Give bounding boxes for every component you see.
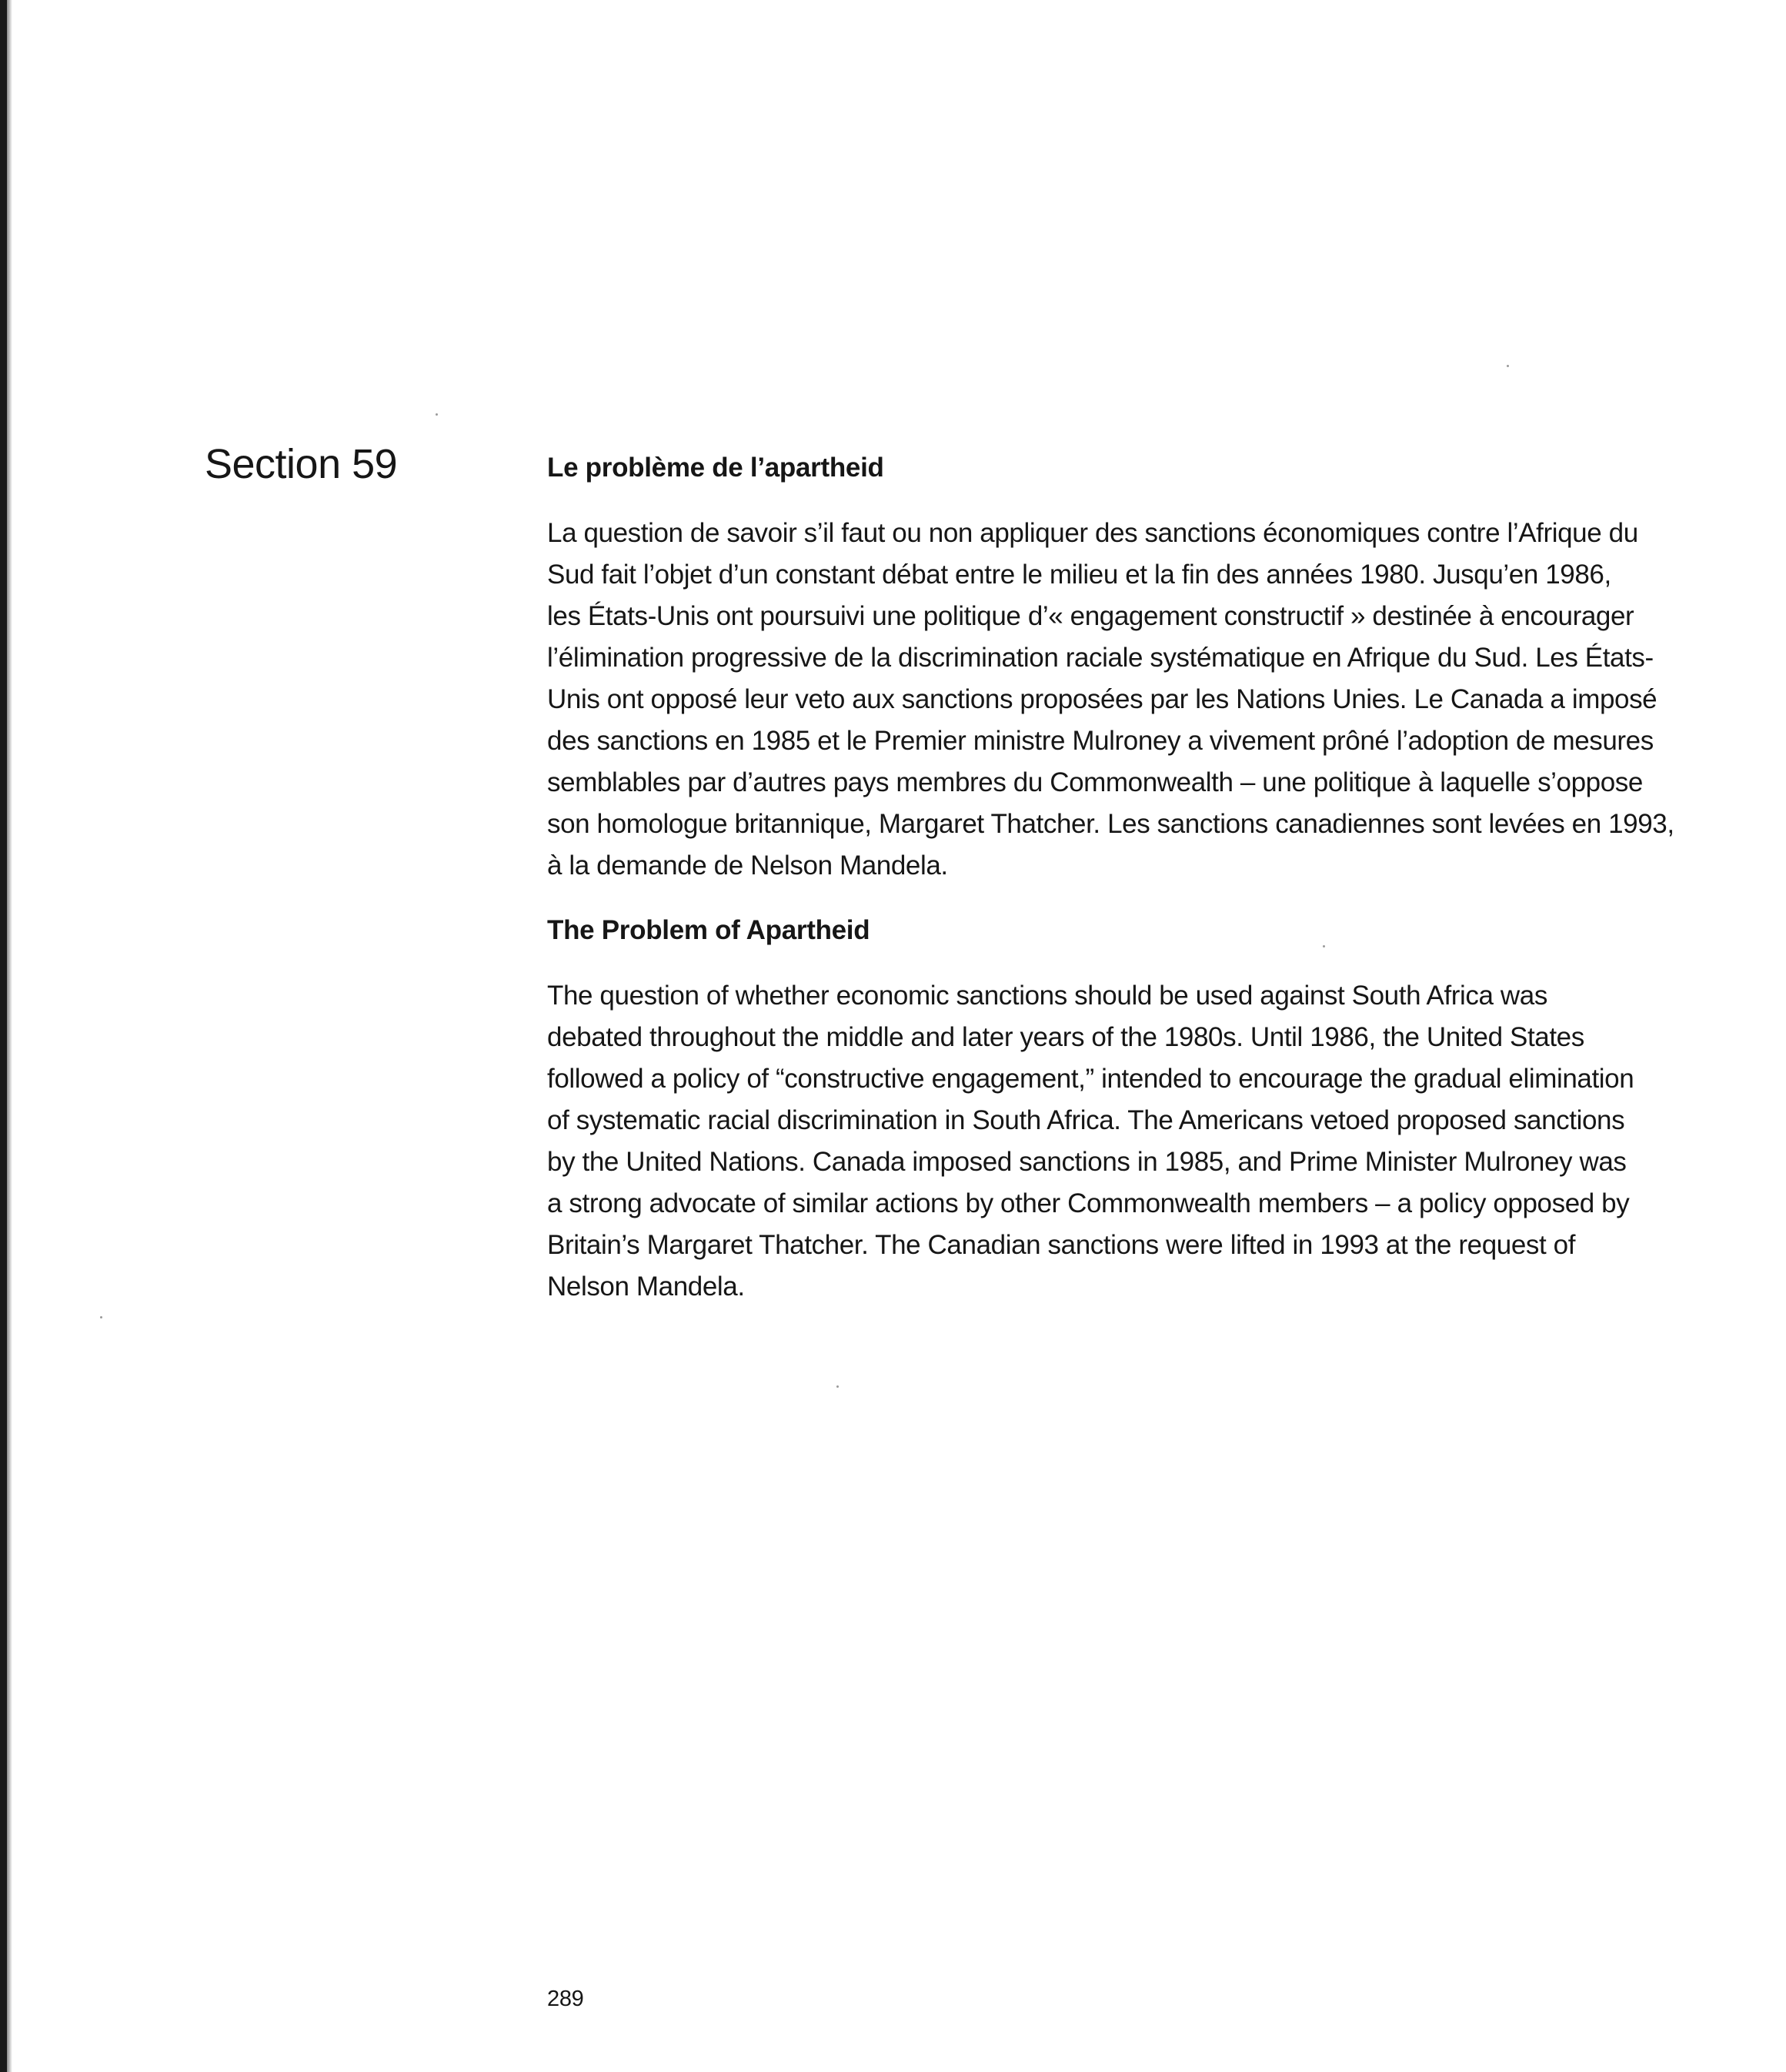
french-line: les États-Unis ont poursuivi une politique d’« engagement constructif » destinée à encourager [547,601,1634,631]
page-binding-edge [0,0,7,2072]
article-body [547,450,1701,1308]
french-heading: Le problème de l’apartheid [547,453,884,483]
english-line: a strong advocate of similar actions by other Commonwealth members – a policy opposed by [547,1188,1630,1218]
french-paragraph [547,513,1701,887]
french-line: semblables par d’autres pays membres du Commonwealth – une politique à laquelle s’oppose [547,767,1643,797]
scan-speck [100,1316,102,1318]
english-line: followed a policy of “constructive engagement,” intended to encourage the gradual elimination [547,1064,1634,1094]
english-line: of systematic racial discrimination in South Africa. The Americans vetoed proposed sanctions [547,1105,1625,1135]
english-heading: The Problem of Apartheid [547,915,870,945]
scan-speck [436,413,438,416]
english-line: Britain’s Margaret Thatcher. The Canadian sanctions were lifted in 1993 at the request of [547,1230,1576,1260]
section-label: Section 59 [205,441,398,487]
french-line: des sanctions en 1985 et le Premier ministre Mulroney a vivement prôné l’adoption de mesures [547,726,1654,756]
english-line: by the United Nations. Canada imposed sanctions in 1985, and Prime Minister Mulroney was [547,1147,1627,1177]
french-line: Unis ont opposé leur veto aux sanctions proposées par les Nations Unies. Le Canada a imposé [547,684,1657,714]
english-line: Nelson Mandela. [547,1272,745,1302]
french-line: à la demande de Nelson Mandela. [547,851,948,881]
scan-speck [836,1385,839,1388]
french-line: son homologue britannique, Margaret Thatcher. Les sanctions canadiennes sont levées en 1993, [547,809,1674,839]
scan-speck [1507,365,1509,367]
english-paragraph [547,975,1701,1308]
english-line: debated throughout the middle and later years of the 1980s. Until 1986, the United States [547,1022,1584,1052]
french-line: La question de savoir s’il faut ou non appliquer des sanctions économiques contre l’Afrique du [547,518,1638,548]
page-number: 289 [547,1987,584,2011]
page-binding-shadow [7,0,12,2072]
french-line: l’élimination progressive de la discrimination raciale systématique en Afrique du Sud. Les États- [547,643,1654,673]
english-line: The question of whether economic sanctions should be used against South Africa was [547,981,1547,1011]
french-line: Sud fait l’objet d’un constant débat entre le milieu et la fin des années 1980. Jusqu’en 1986, [547,560,1611,590]
